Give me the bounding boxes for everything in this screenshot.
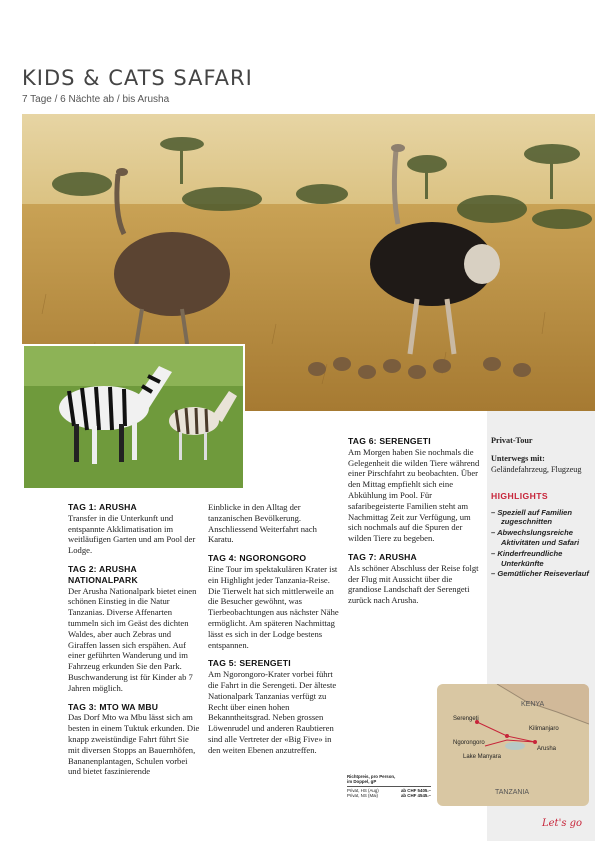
itinerary-column-1	[68, 502, 202, 777]
day-7-text: Als schöner Abschluss der Reise folgt der Flug mit Aussicht über die grandiose Landschaft der Serengeti zurück nach Arusha.	[348, 562, 479, 606]
day-6-heading: TAG 6: SERENGETI	[348, 436, 431, 446]
day-2-text: Der Arusha Nationalpark bietet einen schönen Einstieg in die Natur Tanzanias. Diverse Affenarten tummeln sich im Geäst des dichten Waldes, aber auch Zebras und Giraffen lassen sich erspähen. Auf einer geführten Wanderung und im Fahrzeug erkunden Sie den Park. Buschwanderung ist für Kinder ab 7 Jahren möglich.	[68, 585, 197, 693]
highlights-list	[491, 508, 591, 580]
price-header-line1: Richtpreis, pro Person,	[347, 774, 396, 779]
price-row-value: ab CHF 5405.–	[400, 787, 431, 793]
day-4-text: Eine Tour im spektakulären Krater ist ein Highlight jeder Tanzania-Reise. Die Tierwelt hat sich mittlerweile an die Besucher gewöhnt, was Tierbeobachtungen aus nächster Nähe ermöglicht. Am späteren Nachmittag lässt es sich in der Lodge bestens entspannen.	[208, 563, 339, 650]
map-label-tanzania: TANZANIA	[495, 789, 530, 796]
map-label-arusha: Arusha	[537, 746, 557, 752]
day-6-text: Am Morgen haben Sie nochmals die Gelegenheit die wilden Tiere während einer Pirschfahrt zu beobachten. Über den Mittag empfiehlt sich eine Abkühlung im Pool. Für safaribegeisterte Familien steht am Nachmittag Zeit zur Verfügung, um sich nochmals auf die Spuren der wilden Tiere zu begeben.	[348, 446, 480, 544]
highlight-item: – Abwechslungsreiche Aktivitäten und Safari	[491, 528, 591, 548]
day-5-text: Am Ngorongoro-Krater vorbei führt die Fahrt in die Serengeti. Der älteste Nationalpark Tanzanias verfügt zu Recht über einen hohen Bekanntheitsgrad. Neben grossen Löwenrudel und anderen Raubtieren sind alle Vertreter der «Big Five» in den weiten Ebenen anzutreffen.	[208, 669, 337, 755]
page-title: KIDS & CATS SAFARI	[22, 66, 253, 90]
highlight-item: – Gemütlicher Reiseverlauf	[491, 569, 591, 579]
day-3-text: Das Dorf Mto wa Mbu lässt sich am besten in einem Tuktuk erkunden. Die knapp zweistündige Fahrt führt Sie mit diversen Stopps an Bauernhöfen, Bananenplantagen, Schulen vorbei und bietet faszinierende	[68, 712, 200, 777]
inset-photo-zebras	[22, 344, 245, 490]
price-row	[347, 793, 431, 798]
day-4-heading: TAG 4: NGORONGORO	[208, 553, 307, 564]
day-7-heading: TAG 7: ARUSHA	[348, 551, 417, 562]
map-label-kenya: KENYA	[521, 701, 545, 708]
highlight-item: – Speziell auf Familien zugeschnitten	[491, 508, 591, 528]
price-row-label: Privat, HS (Aug)	[347, 787, 379, 793]
price-row-value: ab CHF 4545.–	[400, 793, 431, 799]
page-subtitle: 7 Tage / 6 Nächte ab / bis Arusha	[22, 94, 170, 105]
map-label-kilimanjaro: Kilimanjaro	[529, 726, 559, 732]
day-5-heading: TAG 5: SERENGETI	[208, 658, 291, 669]
day-1-text: Transfer in die Unterkunft und entspannte Akklimatisation im weitläufigen Garten und am Pool der Lodge.	[68, 512, 196, 556]
sidebar-content	[491, 436, 591, 580]
day-1-heading: TAG 1: ARUSHA	[68, 502, 137, 512]
tour-type: Privat-Tour	[491, 436, 533, 445]
price-header-line2: im Doppel, gP	[347, 779, 377, 785]
day-2-heading: TAG 2: ARUSHA NATIONALPARK	[68, 563, 138, 585]
route-map	[437, 684, 589, 806]
map-label-ngorongoro: Ngorongoro	[453, 740, 485, 746]
price-box	[347, 774, 431, 799]
transport-value: Geländefahrzeug, Flugzeug	[491, 464, 582, 474]
price-header	[347, 774, 431, 787]
day-3-heading: TAG 3: MTO WA MBU	[68, 701, 159, 712]
map-label-lake-manyara: Lake Manyara	[463, 754, 502, 760]
highlight-item: – Kinderfreundliche Unterkünfte	[491, 549, 591, 569]
highlights-title: HIGHLIGHTS	[491, 491, 548, 502]
day-3-text-continued: Einblicke in den Alltag der tanzanischen Bevölkerung. Anschliessend Weiterfahrt nach Karatu.	[208, 502, 317, 545]
marker-arusha	[533, 740, 537, 744]
brand-logo: Let's go	[542, 818, 583, 829]
transport-label: Unterwegs mit:	[491, 454, 545, 464]
itinerary-column-3	[348, 436, 482, 606]
lake-icon	[505, 742, 525, 750]
itinerary-column-2	[208, 502, 342, 756]
price-row-label: Privat, NS (Mai)	[347, 793, 378, 799]
marker-ngorongoro	[505, 734, 509, 738]
map-label-serengeti: Serengeti	[453, 716, 479, 722]
